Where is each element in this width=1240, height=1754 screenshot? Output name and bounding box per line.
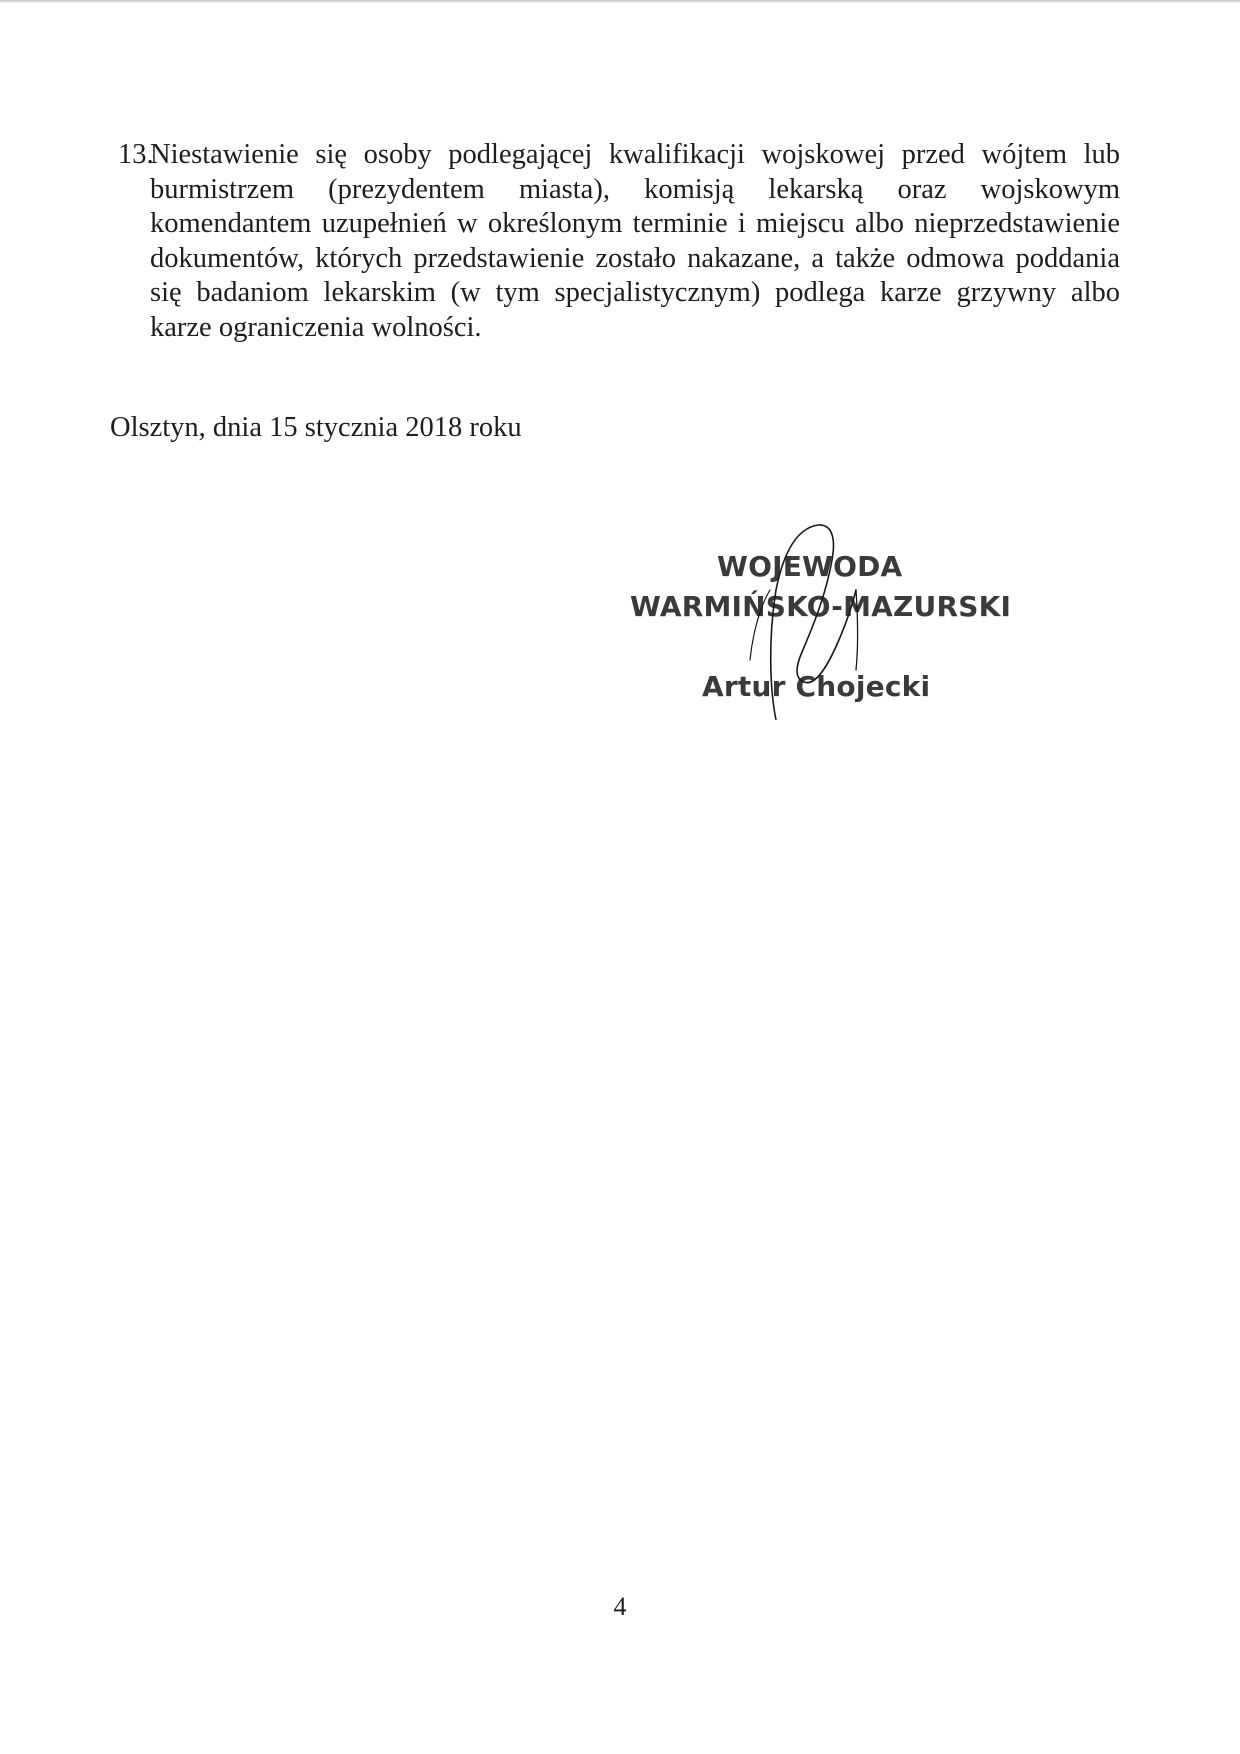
list-item-13 [118, 138, 1120, 345]
signature-block [600, 520, 1020, 720]
signature-title: WOJEWODA [717, 550, 903, 583]
page-number: 4 [613, 1592, 627, 1621]
item-number: 13. [118, 139, 154, 170]
scan-edge [0, 0, 1240, 3]
dateline: Olsztyn, dnia 15 stycznia 2018 roku [110, 412, 522, 443]
item-text: Niestawienie się osoby podlegającej kwalifikacji wojskowej przed wójtem lub burmistrzem (prezydentem miasta), komisją lekarską oraz wojskowym komendantem uzupełnień w określonym terminie i miejscu albo nieprzedstawienie dokumentów, których przedstawienie zostało nakazane, a także odmowa poddania się badaniom lekarskim (w tym specjalistycznym) podlega karze grzywny albo karze ograniczenia wolności. [150, 139, 1120, 343]
signature-name: Artur Chojecki [702, 670, 931, 703]
signature-region: WARMIŃSKO-MAZURSKI [630, 590, 1012, 623]
